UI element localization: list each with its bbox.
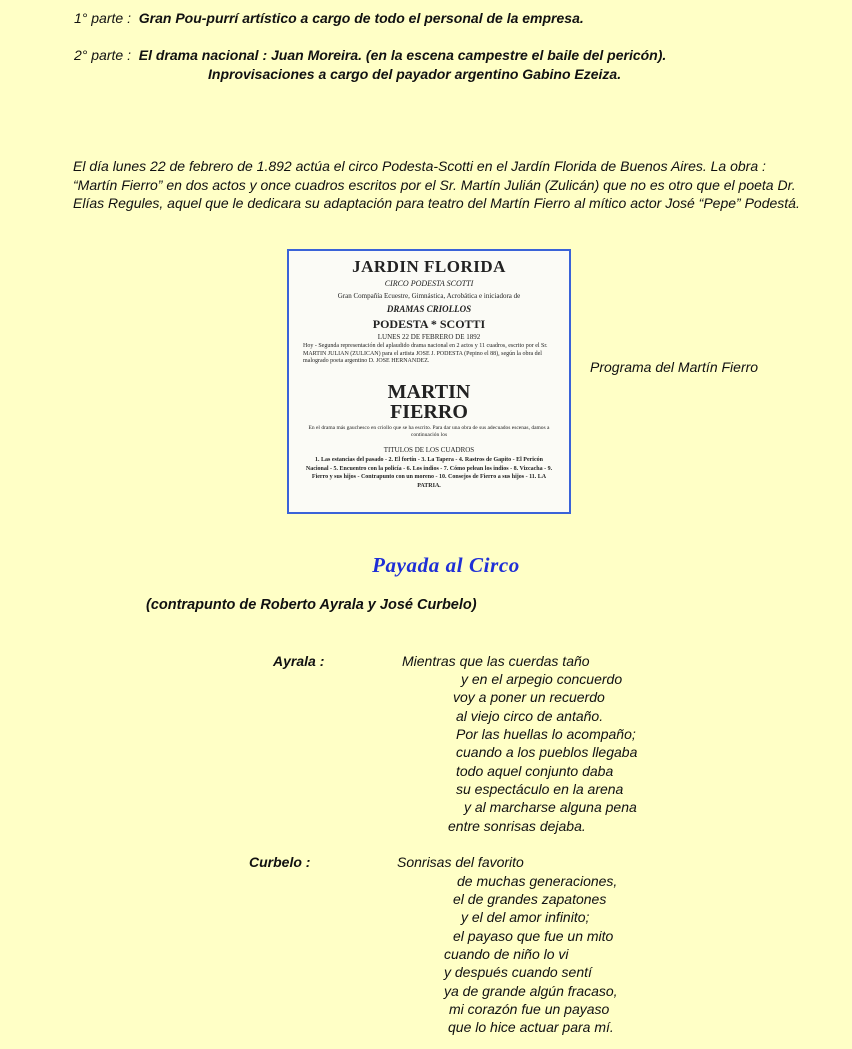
verse-line: y el del amor infinito; [461,909,590,925]
part2-label: 2° parte : [74,47,131,63]
program-body: Hoy - Segunda representación del aplaudido drama nacional en 2 actos y 11 cuadros, escrito por el Sr. MARTIN JULIAN (ZULICAN) para el artista JOSE J. PODESTA (Pepino el 88), según la obra del malogrado poeta argentino D. JOSE HERNANDEZ. [303,343,548,364]
verse-line: el payaso que fue un mito [453,928,614,944]
program-title: JARDIN FLORIDA [352,257,506,276]
poem-title: Payada al Circo [372,553,520,577]
part1-label: 1° parte : [74,10,131,26]
verse-line: cuando de niño lo vi [444,946,569,962]
verse-line: al viejo circo de antaño. [456,708,604,724]
speaker-ayrala: Ayrala : [273,653,325,669]
program-genre: DRAMAS CRIOLLOS [386,304,472,314]
verse-line: su espectáculo en la arena [456,781,624,797]
verse-line: el de grandes zapatones [453,891,607,907]
program-caption: Programa del Martín Fierro [590,359,759,375]
program-part-1 [74,10,584,26]
verse-line: Mientras que las cuerdas taño [402,653,590,669]
part2-text: El drama nacional : Juan Moreira. (en la escena campestre el baile del pericón). [138,47,667,63]
part2-text-continued: Inprovisaciones a cargo del payador argentino Gabino Ezeiza. [208,66,622,82]
poem-subtitle: (contrapunto de Roberto Ayrala y José Curbelo) [146,597,477,613]
program-titles-heading: TITULOS DE LOS CUADROS [383,446,475,454]
verse-line: de muchas generaciones, [457,873,618,889]
verse-line: y después cuando sentí [444,964,592,980]
verse-line: Por las huellas lo acompaño; [456,726,636,742]
verse-line: cuando a los pueblos llegaba [456,744,638,760]
speaker-curbelo: Curbelo : [249,854,311,870]
program-part-2 [74,47,666,63]
program-circus: CIRCO PODESTA SCOTTI [384,279,474,288]
part1-text: Gran Pou-purrí artístico a cargo de todo el personal de la empresa. [138,10,584,26]
program-image [287,249,571,514]
verse-line: ya de grande algún fracaso, [444,983,618,999]
verse-line: todo aquel conjunto daba [456,763,614,779]
verse-line: Sonrisas del favorito [397,854,524,870]
verse-line: y en el arpegio concuerdo [461,671,623,687]
verse-line: que lo hice actuar para mí. [448,1019,614,1035]
verse-line: entre sonrisas dejaba. [448,818,586,834]
program-small-note: En el drama más gauchesco en criollo que se ha escrito. Para dar una obra de sus adecuados escenas, damos a continuación los [308,425,550,438]
program-names: PODESTA * SCOTTI [372,317,486,331]
program-company: Gran Compañía Ecuestre, Gimnástica, Acrobática e iniciadora de [337,292,521,300]
verse-line: voy a poner un recuerdo [453,689,605,705]
verse-line: y al marcharse alguna pena [464,799,637,815]
program-titles-list: 1. Las estancias del pasado - 2. El fortín - 3. La Tapera - 4. Rastros de Gapito - El Pericón Nacional - 5. Encuentro con la policía - 6. Los indios - 7. Cómo pelean los indios - 8. Vizcacha - 9. Fierro y sus hijos - Contrapunto con un moreno - 10. Consejos de Fierro a sus hijos - 11. LA PATRIA. [305,457,553,489]
program-date: LUNES 22 DE FEBRERO DE 1892 [377,333,481,341]
program-big-martin: MARTIN [387,381,471,403]
intro-paragraph: El día lunes 22 de febrero de 1.892 actúa el circo Podesta-Scotti en el Jardín Florida de Buenos Aires. La obra : “Martín Fierro” en dos actos y once cuadros escritos por el Sr. Martín Julián (Zulicán) que no es otro que el poeta Dr. Elías Regules, aquel que le dedicara su adaptación para teatro del Martín Fierro al mítico actor José “Pepe” Podestá. [73,158,800,211]
verse-line: mi corazón fue un payaso [449,1001,610,1017]
program-big-fierro: FIERRO [390,401,468,423]
